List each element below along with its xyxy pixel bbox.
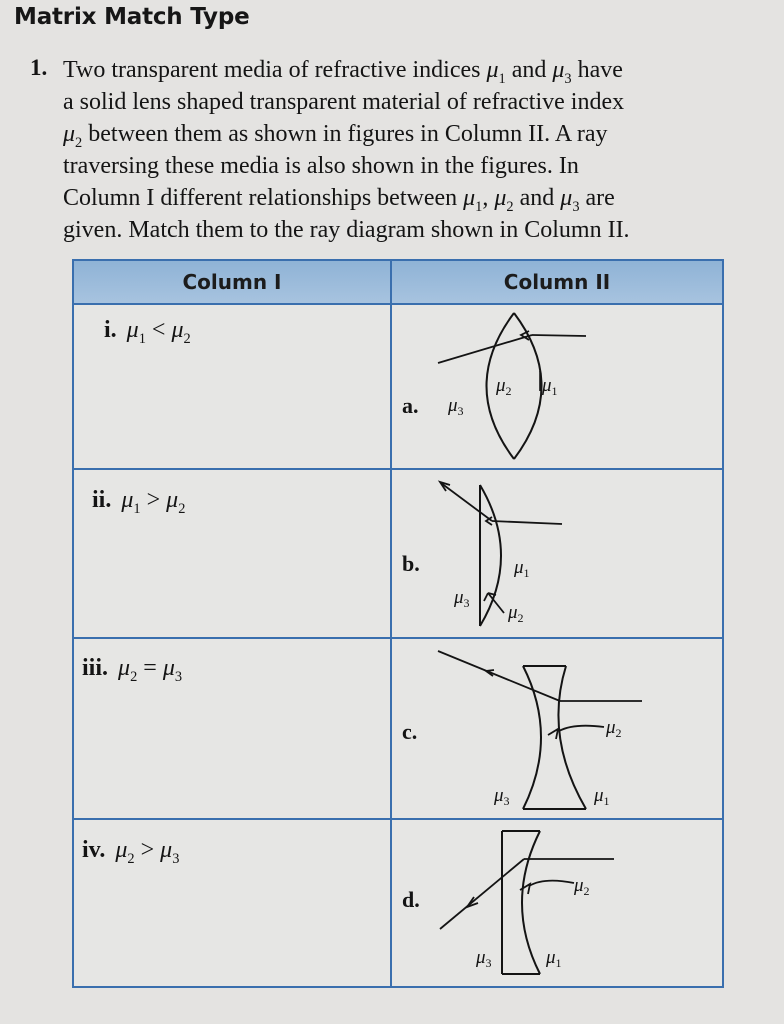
diagram-d-label-3: $\mu_1$ bbox=[546, 947, 562, 970]
diagram-d bbox=[74, 261, 724, 986]
mu-symbol: $\mu_1$ bbox=[486, 57, 506, 87]
question-line: $\mu_2$ between them as shown in figures in Column II. A ray bbox=[63, 121, 608, 151]
option-letter-c: c. bbox=[402, 719, 418, 744]
option-letter-a: a. bbox=[402, 393, 419, 418]
diagram-b-label-3: $\mu_2$ bbox=[508, 602, 524, 625]
option-letter-b: b. bbox=[402, 551, 420, 576]
mu-symbol: $\mu_2$ bbox=[494, 185, 514, 215]
mu-symbol: $\mu_3$ bbox=[160, 837, 180, 867]
diagram-d-label-2: $\mu_3$ bbox=[476, 947, 492, 970]
question-line: Column I different relationships between $\mu_1$, $\mu_2$ and $\mu_3$ are bbox=[63, 185, 615, 215]
row-number: iii. bbox=[82, 655, 109, 681]
section-title: Matrix Match Type bbox=[14, 4, 250, 30]
diagram-c-label-2: $\mu_3$ bbox=[494, 785, 510, 808]
row-number: i. bbox=[104, 317, 117, 343]
diagram-b-label-1: $\mu_1$ bbox=[514, 557, 530, 580]
mu-symbol: $\mu_1$ bbox=[463, 185, 483, 215]
header-column-1: Column I bbox=[182, 270, 282, 294]
question-line: a solid lens shaped transparent material of refractive index bbox=[63, 89, 625, 115]
question-line: given. Match them to the ray diagram shown in Column II. bbox=[63, 217, 630, 243]
question-number: 1. bbox=[30, 55, 48, 80]
relation-operator: > bbox=[134, 837, 161, 863]
mu-symbol: $\mu_2$ bbox=[63, 121, 83, 151]
matrix-table bbox=[72, 259, 724, 988]
mu-symbol: $\mu_3$ bbox=[552, 57, 572, 87]
row-number: ii. bbox=[92, 487, 112, 513]
question-line: Two transparent media of refractive indices $\mu_1$ and $\mu_3$ have bbox=[63, 57, 623, 87]
mu-symbol: $\mu_1$ bbox=[126, 317, 146, 347]
diagram-c-label-3: $\mu_1$ bbox=[594, 785, 610, 808]
diagram-c-label-1: $\mu_2$ bbox=[606, 717, 622, 740]
mu-symbol: $\mu_3$ bbox=[162, 655, 183, 685]
header-column-2: Column II bbox=[503, 270, 611, 294]
row-number: iv. bbox=[82, 837, 106, 863]
diagram-a-label-1: $\mu_2$ bbox=[496, 375, 512, 398]
mu-symbol: $\mu_2$ bbox=[166, 487, 186, 517]
relation-operator: = bbox=[137, 655, 163, 681]
mu-symbol: $\mu_2$ bbox=[171, 317, 191, 347]
mu-symbol: $\mu_2$ bbox=[118, 655, 138, 685]
diagram-a-label-2: $\mu_1$ bbox=[542, 375, 558, 398]
relation-operator: > bbox=[140, 487, 167, 513]
mu-symbol: $\mu_2$ bbox=[115, 837, 135, 867]
question-line: traversing these media is also shown in the figures. In bbox=[63, 153, 579, 179]
diagram-a-label-3: $\mu_3$ bbox=[448, 395, 464, 418]
diagram-d-label-1: $\mu_2$ bbox=[574, 875, 590, 898]
mu-symbol: $\mu_1$ bbox=[121, 487, 141, 517]
mu-symbol: $\mu_3$ bbox=[560, 185, 580, 215]
relation-operator: < bbox=[145, 317, 172, 343]
option-letter-d: d. bbox=[402, 887, 420, 912]
diagram-b-label-2: $\mu_3$ bbox=[454, 587, 470, 610]
planoconcave-lens-icon bbox=[502, 831, 540, 974]
